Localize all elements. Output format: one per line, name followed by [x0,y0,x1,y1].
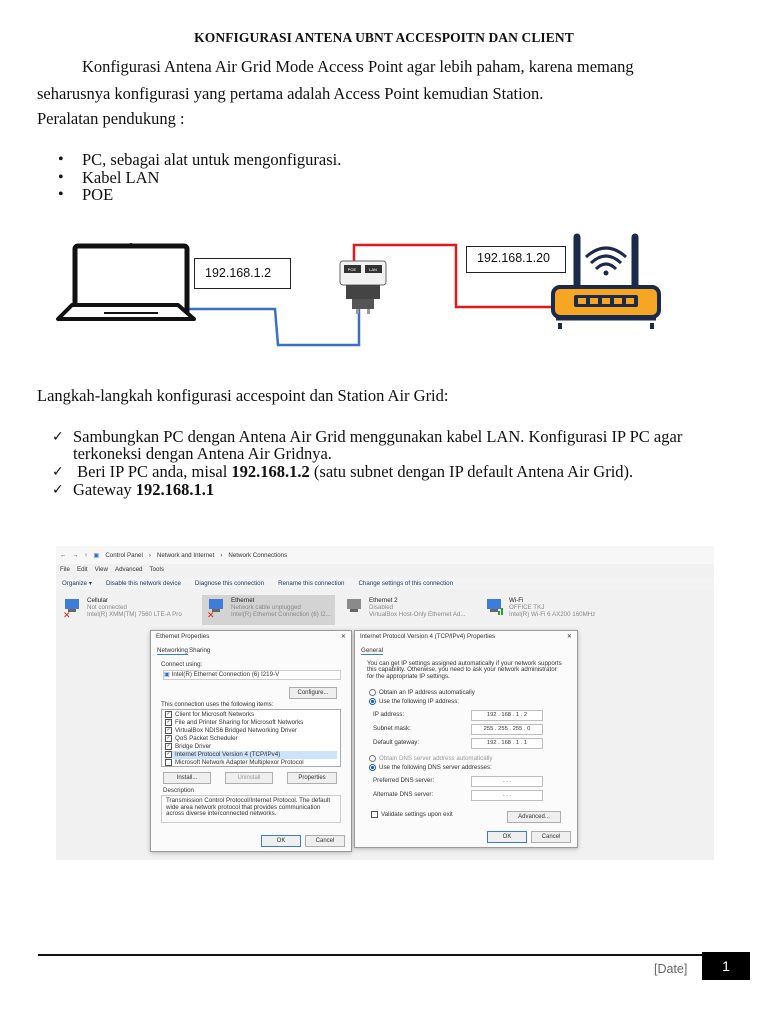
router-icon [553,237,659,329]
subnet-mask-label: Subnet mask: [373,725,411,732]
uninstall-button[interactable]: Uninstall [225,772,273,784]
items-label: This connection uses the following items: [161,701,274,708]
menu-item[interactable]: Edit [76,566,88,573]
properties-button[interactable]: Properties [287,772,337,784]
close-icon[interactable]: ✕ [340,633,346,640]
disable-device-button[interactable]: Disable this network device [105,579,181,587]
svg-text:✕: ✕ [207,611,215,619]
breadcrumb-item[interactable]: Control Panel [105,551,143,559]
network-diagram [0,225,768,355]
step-item: ✓ Gateway 192.168.1.1 [52,479,215,499]
list-item[interactable]: ✓ Client for Microsoft Networks [166,711,255,719]
page-number: 1 [702,952,750,980]
breadcrumb-item[interactable]: Network Connections [228,551,288,559]
checkmark-icon: ✓ [52,481,64,498]
network-adapter-icon [344,597,366,617]
validate-checkbox[interactable]: Validate settings upon exit [371,811,453,818]
auto-dns-radio[interactable]: Obtain DNS server address automatically [369,755,492,762]
adapter-name-field: ▣ Intel(R) Ethernet Connection (6) I219-V [163,670,341,680]
steps-list [52,429,742,500]
dialog-title: Ethernet Properties [156,633,210,640]
list-item[interactable]: Microsoft Network Adapter Multiplexor Protocol [165,759,337,767]
laptop-icon [58,243,194,319]
checkmark-icon: ✓ [52,463,64,480]
list-item[interactable]: ✓ Internet Protocol Version 4 (TCP/IPv4) [165,751,337,759]
address-bar: ← → ↑ ▣ Control Panel › Network and Internet › Network Connections [56,546,714,564]
menu-bar [56,566,714,576]
network-adapter-icon [62,597,84,617]
cancel-button[interactable]: Cancel [531,831,571,843]
network-adapter-icon [206,597,228,617]
adapter-ethernet[interactable]: ✕ Ethernet Network cable unplugged Intel(R) Ethernet Connection (6) I2... [202,595,335,625]
adapter-wifi[interactable]: Wi-Fi OFFICE TKJ Intel(R) Wi-Fi 6 AX200 160MHz [484,597,595,623]
advanced-button[interactable]: Advanced... [507,811,561,823]
breadcrumb-item[interactable]: Network and Internet [156,551,215,559]
equipment-list [58,151,341,204]
blue-lan-cable [165,305,359,345]
adapter-ethernet-2[interactable]: Ethernet 2 Disabled VirtualBox Host-Only Ethernet Ad... [344,597,466,623]
footer-date: [Date] [654,962,688,976]
change-settings-button[interactable]: Change settings of this connection [358,579,454,587]
list-item[interactable]: ✓ VirtualBox NDIS6 Bridged Networking Driver [166,726,297,735]
tab-networking[interactable]: Networking [157,647,188,654]
organize-button[interactable]: Organize ▾ [62,579,92,587]
step-item: ✓ Beri IP PC anda, misal 192.168.1.2 (satu subnet dengan IP default Antena Air Grid). [52,461,634,481]
info-text: You can get IP settings assigned automatically if your network supports this capability. Otherwise, you need to ask your network administrator for the appropriate IP settings. [367,660,562,680]
connect-using-label: Connect using: [161,661,203,668]
default-gateway-field[interactable]: 192 . 168 . 1 . 1 [471,738,543,749]
menu-item[interactable]: Advanced [114,566,143,573]
dialog-title: Internet Protocol Version 4 (TCP/IPv4) Properties [360,633,496,640]
network-connections-screenshot [56,546,714,860]
use-dns-radio[interactable]: Use the following DNS server addresses: [369,764,492,771]
pc-ip-box: 192.168.1.2 [194,258,291,289]
footer-divider [38,954,742,956]
steps-heading: Langkah-langkah konfigurasi accespoint dan Station Air Grid: [37,386,449,405]
preferred-dns-field[interactable]: . . . [471,776,543,787]
network-adapter-icon [484,597,506,617]
alternate-dns-field[interactable]: . . . [471,790,543,801]
ok-button[interactable]: OK [487,831,527,843]
back-arrow-icon[interactable]: ← [60,551,67,559]
document-title: KONFIGURASI ANTENA UBNT ACCESPOITN DAN CLIENT [194,30,574,45]
rename-button[interactable]: Rename this connection [278,579,345,587]
subnet-mask-field[interactable]: 255 . 255 . 255 . 0 [471,724,543,735]
preferred-dns-label: Preferred DNS server: [373,777,435,784]
list-item: • POE [58,186,341,204]
cancel-button[interactable]: Cancel [305,835,345,847]
list-item[interactable]: ✓ QoS Packet Scheduler [166,734,238,742]
close-icon[interactable]: ✕ [566,633,572,640]
poe-injector-icon [340,261,386,314]
alternate-dns-label: Alternate DNS server: [373,791,434,798]
intro-line-1: Konfigurasi Antena Air Grid Mode Access Point agar lebih paham, karena memang [82,57,634,76]
equipment-heading: Peralatan pendukung : [37,109,185,128]
step-item: ✓ Sambungkan PC dengan Antena Air Grid menggunakan kabel LAN. Konfigurasi IP PC agar terkoneksi dengan Antena Air Gridnya. [52,427,683,463]
lan-port-label: LAN [369,267,377,272]
list-item[interactable]: ✓ File and Printer Sharing for Microsoft Networks [166,718,304,727]
ok-button[interactable]: OK [261,835,301,847]
menu-item[interactable]: Tools [149,566,164,573]
description-label: Description [163,787,194,794]
install-button[interactable]: Install... [163,772,211,784]
checkmark-icon: ✓ [52,429,64,445]
diagnose-button[interactable]: Diagnose this connection [194,579,265,587]
use-ip-radio[interactable]: Use the following IP address: [369,698,459,705]
tab-general[interactable]: General [361,647,384,654]
menu-item[interactable]: File [60,566,70,573]
up-arrow-icon[interactable]: ↑ [84,551,88,559]
intro-line-2: seharusnya konfigurasi yang pertama adalah Access Point kemudian Station. [37,84,544,103]
menu-item[interactable]: View [94,566,108,573]
list-item: • PC, sebagai alat untuk mengonfigurasi. [58,151,341,169]
ethernet-properties-dialog [150,630,352,852]
configure-button[interactable]: Configure... [289,687,337,699]
svg-text:✕: ✕ [63,611,71,619]
components-list [161,709,341,767]
ap-ip-box: 192.168.1.20 [466,246,566,273]
auto-ip-radio[interactable]: Obtain an IP address automatically [369,689,475,696]
command-bar [56,577,714,589]
forward-arrow-icon[interactable]: → [72,551,79,559]
ip-address-label: IP address: [373,711,405,718]
description-text: Transmission Control Protocol/Internet Protocol. The default wide area network protocol that provides communication across diverse interconnected networks. [161,795,341,823]
adapter-cellular[interactable]: ✕ Cellular Not connected Intel(R) XMM(TM) 7560 LTE-A Pro [63,597,182,619]
tab-sharing[interactable]: Sharing [189,647,211,654]
ip-address-field[interactable]: 192 . 168 . 1 . 2 [471,710,543,721]
folder-icon: ▣ [93,551,100,559]
list-item: • Kabel LAN [58,169,341,187]
ipv4-properties-dialog [354,630,578,848]
list-item[interactable]: ✓ Bridge Driver [166,742,212,750]
poe-port-label: POE [347,267,357,272]
default-gateway-label: Default gateway: [373,739,420,746]
